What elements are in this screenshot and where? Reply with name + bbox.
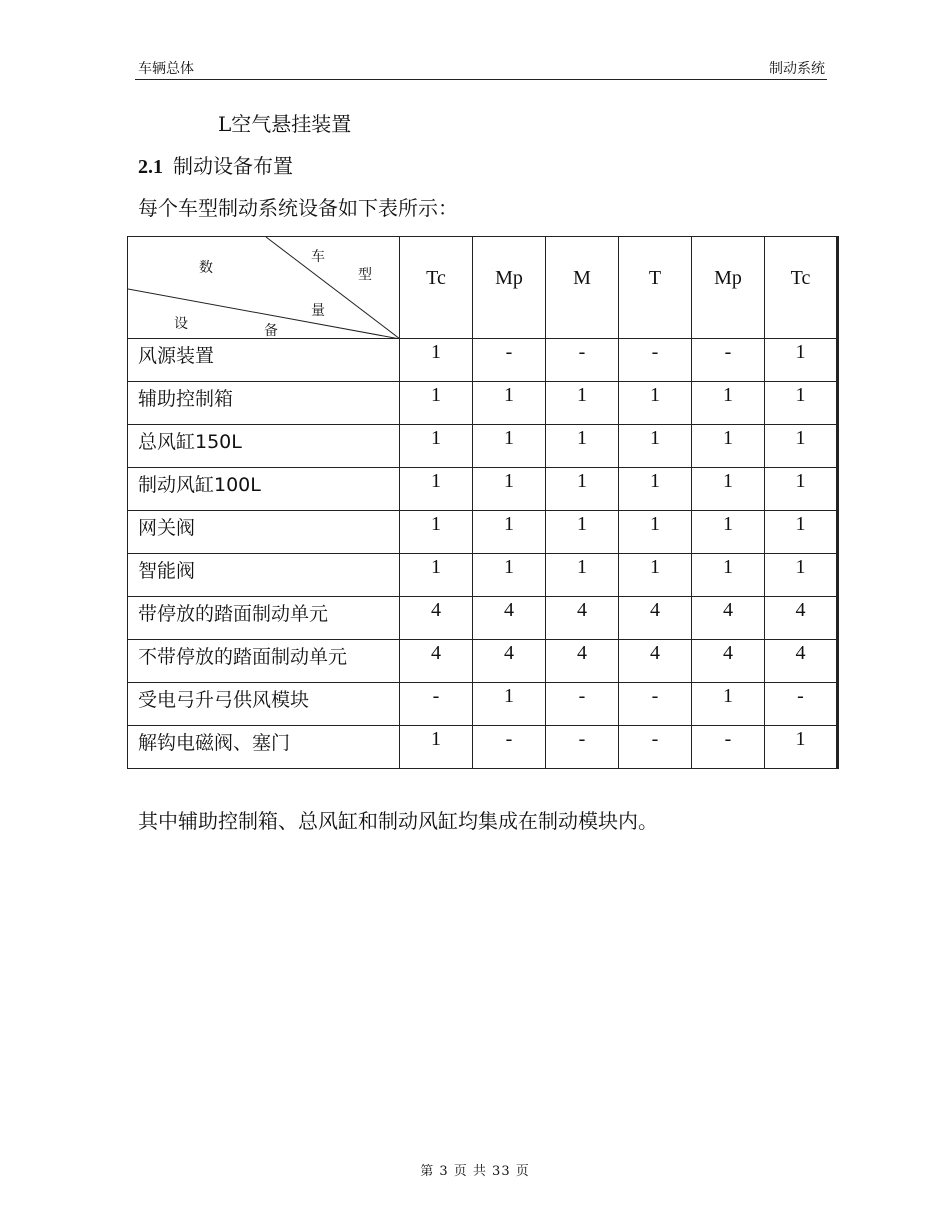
quantity-cell: 1 <box>765 425 838 468</box>
quantity-cell: 4 <box>546 597 619 640</box>
diagonal-line-upper <box>266 237 400 339</box>
quantity-cell: 1 <box>619 468 692 511</box>
quantity-cell: 1 <box>400 511 473 554</box>
quantity-cell: 1 <box>619 425 692 468</box>
table-row <box>128 468 838 511</box>
quantity-cell: 1 <box>546 382 619 425</box>
quantity-cell: 1 <box>546 511 619 554</box>
subtitle: L空气悬挂装置 <box>218 112 352 136</box>
quantity-cell: - <box>765 683 838 726</box>
section-number: 2.1 <box>138 156 163 178</box>
quantity-cell: 1 <box>400 468 473 511</box>
quantity-cell: 1 <box>619 511 692 554</box>
equipment-table <box>127 236 839 769</box>
intro-text: 每个车型制动系统设备如下表所示： <box>138 196 458 220</box>
corner-label-shu: 数 <box>199 260 213 276</box>
equipment-name-cell: 风源装置 <box>128 339 400 382</box>
table-corner-cell <box>128 237 400 339</box>
quantity-cell: 4 <box>400 597 473 640</box>
quantity-cell: - <box>619 683 692 726</box>
corner-label-che: 车 <box>311 249 325 265</box>
quantity-cell: 1 <box>473 425 546 468</box>
quantity-cell: - <box>619 726 692 769</box>
quantity-cell: 4 <box>619 640 692 683</box>
quantity-cell: 1 <box>692 683 765 726</box>
quantity-cell: 1 <box>765 726 838 769</box>
note-text: 其中辅助控制箱、总风缸和制动风缸均集成在制动模块内。 <box>138 809 658 833</box>
quantity-cell: - <box>546 726 619 769</box>
quantity-cell: 1 <box>692 554 765 597</box>
equipment-name-cell: 解钩电磁阀、塞门 <box>128 726 400 769</box>
section-heading <box>138 150 293 179</box>
table-row <box>128 382 838 425</box>
table-header-row <box>128 237 838 339</box>
quantity-cell: - <box>400 683 473 726</box>
quantity-cell: 1 <box>765 382 838 425</box>
quantity-cell: 1 <box>619 554 692 597</box>
quantity-cell: 1 <box>473 382 546 425</box>
corner-label-she: 设 <box>174 316 188 332</box>
quantity-cell: - <box>692 726 765 769</box>
page-footer: 第 3 页 共 33 页 <box>420 1164 530 1179</box>
column-header: T <box>619 237 692 339</box>
equipment-name-cell: 智能阀 <box>128 554 400 597</box>
quantity-cell: 1 <box>692 511 765 554</box>
quantity-cell: 1 <box>765 554 838 597</box>
quantity-cell: 4 <box>692 597 765 640</box>
quantity-cell: 1 <box>400 726 473 769</box>
quantity-cell: - <box>473 339 546 382</box>
quantity-cell: 4 <box>473 597 546 640</box>
column-header: Mp <box>692 237 765 339</box>
quantity-cell: 1 <box>546 554 619 597</box>
quantity-cell: 1 <box>473 511 546 554</box>
header-left-title: 车辆总体 <box>138 61 194 77</box>
quantity-cell: 1 <box>400 554 473 597</box>
equipment-name-cell: 制动风缸100L <box>128 468 400 511</box>
quantity-cell: 4 <box>692 640 765 683</box>
table-row <box>128 683 838 726</box>
quantity-cell: 1 <box>473 468 546 511</box>
quantity-cell: 1 <box>619 382 692 425</box>
quantity-cell: 1 <box>692 382 765 425</box>
corner-label-bei: 备 <box>264 323 278 339</box>
quantity-cell: - <box>473 726 546 769</box>
quantity-cell: 1 <box>692 425 765 468</box>
quantity-cell: 1 <box>765 511 838 554</box>
corner-label-liang: 量 <box>311 303 325 319</box>
quantity-cell: 1 <box>546 425 619 468</box>
table-row <box>128 554 838 597</box>
header-rule <box>135 79 827 80</box>
quantity-cell: 1 <box>400 382 473 425</box>
table-row <box>128 640 838 683</box>
equipment-name-cell: 网关阀 <box>128 511 400 554</box>
quantity-cell: 1 <box>473 554 546 597</box>
quantity-cell: 1 <box>473 683 546 726</box>
equipment-name-cell: 带停放的踏面制动单元 <box>128 597 400 640</box>
table-row <box>128 425 838 468</box>
quantity-cell: - <box>619 339 692 382</box>
section-title: 制动设备布置 <box>173 154 293 178</box>
quantity-cell: 4 <box>765 640 838 683</box>
quantity-cell: 1 <box>765 339 838 382</box>
corner-label-xing: 型 <box>358 267 372 283</box>
quantity-cell: 4 <box>765 597 838 640</box>
quantity-cell: 1 <box>400 339 473 382</box>
equipment-name-cell: 不带停放的踏面制动单元 <box>128 640 400 683</box>
quantity-cell: 1 <box>546 468 619 511</box>
quantity-cell: 4 <box>473 640 546 683</box>
quantity-cell: - <box>692 339 765 382</box>
quantity-cell: 1 <box>692 468 765 511</box>
table-row <box>128 726 838 769</box>
equipment-name-cell: 辅助控制箱 <box>128 382 400 425</box>
column-header: Mp <box>473 237 546 339</box>
quantity-cell: 4 <box>619 597 692 640</box>
header-right-title: 制动系统 <box>769 61 825 77</box>
column-header: M <box>546 237 619 339</box>
table-row <box>128 339 838 382</box>
quantity-cell: 1 <box>765 468 838 511</box>
quantity-cell: 4 <box>546 640 619 683</box>
quantity-cell: 1 <box>400 425 473 468</box>
quantity-cell: - <box>546 339 619 382</box>
quantity-cell: 4 <box>400 640 473 683</box>
column-header: Tc <box>765 237 838 339</box>
table-row <box>128 511 838 554</box>
equipment-name-cell: 受电弓升弓供风模块 <box>128 683 400 726</box>
equipment-name-cell: 总风缸150L <box>128 425 400 468</box>
column-header: Tc <box>400 237 473 339</box>
quantity-cell: - <box>546 683 619 726</box>
table-row <box>128 597 838 640</box>
